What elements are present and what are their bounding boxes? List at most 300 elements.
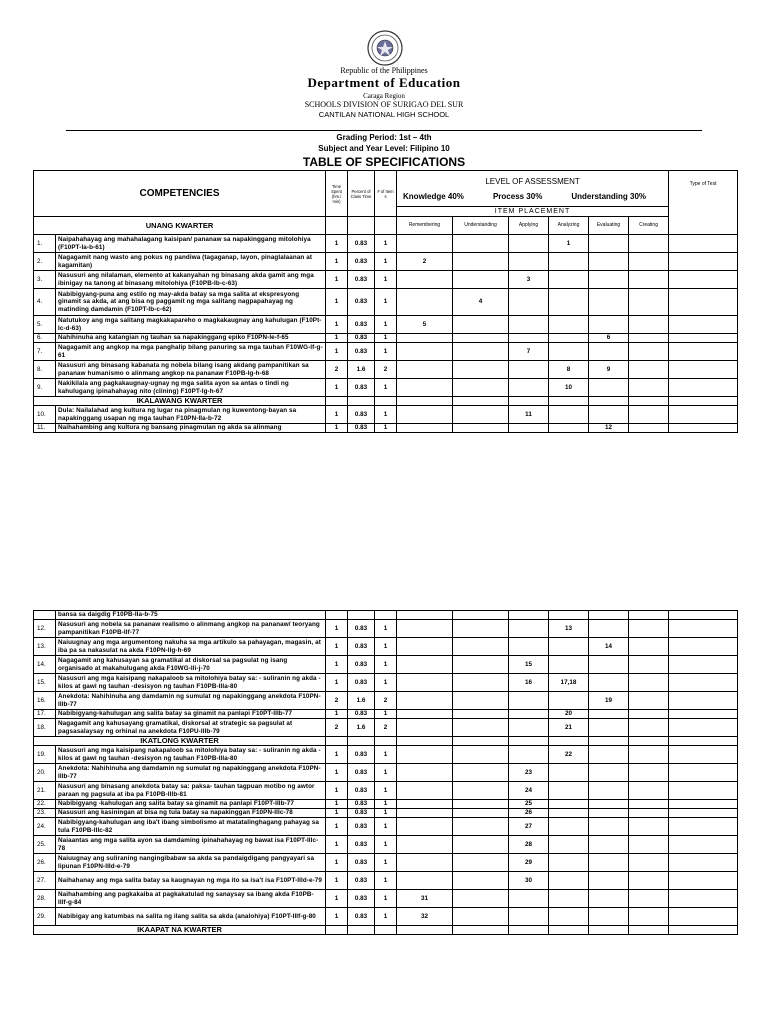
item-placement-understanding [453, 908, 509, 926]
time-spent: 2 [326, 719, 348, 737]
time-spent: 1 [326, 890, 348, 908]
competency-text: Nabibigay ang katumbas na salita ng ilang salita sa akda (analohiya) F10PT-IIIf-g-80 [56, 908, 326, 926]
item-placement-applying: 11 [509, 406, 549, 424]
percent-class-time: 0.83 [348, 235, 375, 253]
time-spent: 1 [326, 782, 348, 800]
item-count: 1 [375, 836, 397, 854]
section-unang-kwarter: UNANG KWARTER [34, 217, 326, 235]
item-placement-analyzing [549, 764, 589, 782]
type-of-test-cell [669, 620, 738, 638]
percent-class-time: 1.6 [348, 361, 375, 379]
competency-text: Nabibigyang-kahulugan ang iba't ibang simbolismo at matatalinghagang pahayag sa tula F10PB-IIIc-82 [56, 818, 326, 836]
item-placement-understanding [453, 764, 509, 782]
percent-class-time: 0.83 [348, 764, 375, 782]
item-placement-analyzing [549, 271, 589, 289]
competency-text: Nakikilala ang pagkakaugnay-ugnay ng mga salita ayon sa antas o tindi ng kahulugang ipinahahayag nito (clining) F10PT-Ig-h-67 [56, 379, 326, 397]
row-number: 20. [34, 764, 56, 782]
row-number: 9. [34, 379, 56, 397]
competency-row [34, 611, 738, 620]
competency-row [34, 424, 738, 433]
item-placement-understanding [453, 638, 509, 656]
item-placement-applying [509, 361, 549, 379]
item-placement-analyzing: 10 [549, 379, 589, 397]
competency-row [34, 782, 738, 800]
row-number: 10. [34, 406, 56, 424]
item-placement-evaluating [589, 746, 629, 764]
department-name: Department of Education [307, 75, 461, 90]
row-number: 11. [34, 424, 56, 433]
item-count: 1 [375, 638, 397, 656]
competency-row [34, 809, 738, 818]
row-number: 14. [34, 656, 56, 674]
competency-row [34, 361, 738, 379]
item-placement-creating [629, 782, 669, 800]
item-placement-analyzing: 13 [549, 620, 589, 638]
item-count: 1 [375, 854, 397, 872]
item-placement-evaluating [589, 620, 629, 638]
level-remembering: Remembering [397, 217, 453, 235]
level-analyzing: Analyzing [549, 217, 589, 235]
item-placement-understanding [453, 719, 509, 737]
percent-time-header: Percent of Class Time [348, 171, 375, 217]
section-row [34, 926, 738, 935]
item-placement-analyzing [549, 836, 589, 854]
item-placement-applying: 3 [509, 271, 549, 289]
item-placement-applying: 30 [509, 872, 549, 890]
item-count: 1 [375, 343, 397, 361]
row-number: 28. [34, 890, 56, 908]
competency-text: Nasusuri ang mga kaisipang nakapaloob sa mitolohiya batay sa: - suliranin ng akda - kilos at gawi ng tauhan -desisyon ng tauhan F10PB-IIIa-80 [56, 674, 326, 692]
time-spent: 1 [326, 638, 348, 656]
percent-class-time: 0.83 [348, 800, 375, 809]
knowledge-weight: Knowledge 40% [403, 192, 464, 201]
percent-class-time: 0.83 [348, 890, 375, 908]
item-placement-applying: 29 [509, 854, 549, 872]
item-placement-understanding [453, 379, 509, 397]
item-placement-creating [629, 746, 669, 764]
section-row [34, 737, 738, 746]
time-spent: 1 [326, 424, 348, 433]
item-placement-understanding [453, 235, 509, 253]
type-of-test-cell [669, 809, 738, 818]
time-spent: 1 [326, 620, 348, 638]
competency-row [34, 674, 738, 692]
item-placement-evaluating [589, 343, 629, 361]
percent-class-time: 0.83 [348, 746, 375, 764]
level-evaluating: Evaluating [589, 217, 629, 235]
item-placement-applying: 27 [509, 818, 549, 836]
item-placement-analyzing: 8 [549, 361, 589, 379]
item-count: 1 [375, 908, 397, 926]
competency-row [34, 656, 738, 674]
competency-text: Naihahanay ang mga salita batay sa kaugnayan ng mga ito sa isa't isa F10PT-IIId-e-79 [56, 872, 326, 890]
item-placement-creating [629, 406, 669, 424]
item-placement-remembering [397, 611, 453, 620]
item-count: 1 [375, 809, 397, 818]
level-creating: Creating [629, 217, 669, 235]
type-of-test-cell [669, 379, 738, 397]
section-label: IKATLONG KWARTER [34, 737, 326, 746]
competency-text: Nahihinuha ang katangian ng tauhan sa napakinggang epiko F10PN-Ie-f-65 [56, 334, 326, 343]
item-placement-understanding [453, 710, 509, 719]
item-placement-evaluating [589, 800, 629, 809]
type-of-test-cell [669, 638, 738, 656]
row-number: 22. [34, 800, 56, 809]
item-placement-analyzing [549, 343, 589, 361]
percent-class-time: 0.83 [348, 620, 375, 638]
item-count-header: # of Item s [375, 171, 397, 217]
item-placement-creating [629, 674, 669, 692]
time-spent: 1 [326, 253, 348, 271]
item-placement-analyzing [549, 854, 589, 872]
time-spent: 1 [326, 710, 348, 719]
item-placement-remembering [397, 800, 453, 809]
item-placement-applying [509, 424, 549, 433]
item-placement-applying [509, 289, 549, 316]
row-number: 3. [34, 271, 56, 289]
percent-class-time [348, 611, 375, 620]
item-placement-analyzing: 17,18 [549, 674, 589, 692]
percent-class-time: 0.83 [348, 872, 375, 890]
item-placement-applying [509, 710, 549, 719]
row-number: 12. [34, 620, 56, 638]
competency-text: Naipahahayag ang mahahalagang kaisipan/ pananaw sa napakinggang mitolohiya (F10PT-Ia-b-61) [56, 235, 326, 253]
item-placement-creating [629, 343, 669, 361]
percent-class-time: 0.83 [348, 334, 375, 343]
item-placement-evaluating [589, 854, 629, 872]
deped-seal-icon [367, 30, 403, 66]
percent-class-time: 0.83 [348, 674, 375, 692]
time-spent: 1 [326, 334, 348, 343]
item-placement-analyzing [549, 316, 589, 334]
item-placement-creating [629, 836, 669, 854]
item-placement-applying [509, 379, 549, 397]
competency-row [34, 836, 738, 854]
item-placement-remembering [397, 343, 453, 361]
school-name: CANTILAN NATIONAL HIGH SCHOOL [318, 110, 450, 119]
item-count: 1 [375, 782, 397, 800]
item-placement-analyzing: 20 [549, 710, 589, 719]
level-understanding: Understanding [453, 217, 509, 235]
item-count: 1 [375, 406, 397, 424]
item-placement-analyzing [549, 872, 589, 890]
item-placement-creating [629, 334, 669, 343]
percent-class-time: 0.83 [348, 638, 375, 656]
item-placement-creating [629, 890, 669, 908]
time-spent: 1 [326, 316, 348, 334]
type-of-test-cell [669, 424, 738, 433]
competency-row [34, 746, 738, 764]
competency-text: Nagagamit ang kahusayan sa gramatikal at diskorsal sa pagsulat ng isang organisado at makahulugang akda F10WG-IIi-j-70 [56, 656, 326, 674]
competencies-header: COMPETENCIES [34, 171, 326, 217]
percent-class-time: 0.83 [348, 316, 375, 334]
item-placement-analyzing [549, 809, 589, 818]
item-placement-evaluating [589, 674, 629, 692]
competency-row [34, 854, 738, 872]
type-of-test-cell [669, 361, 738, 379]
item-placement-remembering [397, 782, 453, 800]
item-placement-remembering [397, 836, 453, 854]
type-of-test-cell [669, 800, 738, 809]
competency-row [34, 289, 738, 316]
item-placement-remembering [397, 361, 453, 379]
item-placement-understanding [453, 800, 509, 809]
item-placement-creating [629, 424, 669, 433]
type-of-test-cell [669, 782, 738, 800]
item-placement-creating [629, 809, 669, 818]
item-placement-remembering [397, 809, 453, 818]
percent-class-time: 0.83 [348, 379, 375, 397]
item-placement-creating [629, 271, 669, 289]
item-placement-creating [629, 818, 669, 836]
item-count: 1 [375, 235, 397, 253]
item-count: 1 [375, 424, 397, 433]
item-placement-evaluating: 12 [589, 424, 629, 433]
item-placement-creating [629, 620, 669, 638]
row-number: 15. [34, 674, 56, 692]
item-placement-remembering: 31 [397, 890, 453, 908]
item-placement-understanding: 4 [453, 289, 509, 316]
item-placement-analyzing: 21 [549, 719, 589, 737]
competency-row [34, 890, 738, 908]
type-of-test-cell [669, 764, 738, 782]
row-number: 19. [34, 746, 56, 764]
type-of-test-cell [669, 674, 738, 692]
percent-class-time: 0.83 [348, 908, 375, 926]
item-placement-creating [629, 316, 669, 334]
item-placement-analyzing [549, 890, 589, 908]
item-placement-remembering [397, 638, 453, 656]
type-of-test-cell [669, 818, 738, 836]
competency-row [34, 334, 738, 343]
item-placement-understanding [453, 818, 509, 836]
competency-row [34, 343, 738, 361]
row-number: 7. [34, 343, 56, 361]
item-placement-header: ITEM PLACEMENT [397, 207, 669, 217]
row-number: 8. [34, 361, 56, 379]
competency-row [34, 710, 738, 719]
time-spent: 1 [326, 271, 348, 289]
competency-row [34, 253, 738, 271]
item-placement-remembering [397, 620, 453, 638]
time-spent: 1 [326, 343, 348, 361]
competency-row [34, 692, 738, 710]
item-placement-understanding [453, 620, 509, 638]
item-placement-evaluating: 14 [589, 638, 629, 656]
item-placement-analyzing: 22 [549, 746, 589, 764]
item-count: 1 [375, 620, 397, 638]
item-placement-creating [629, 872, 669, 890]
level-of-assessment-header [397, 171, 669, 207]
percent-class-time: 0.83 [348, 271, 375, 289]
item-placement-creating [629, 719, 669, 737]
item-placement-remembering [397, 674, 453, 692]
item-placement-evaluating: 9 [589, 361, 629, 379]
item-placement-analyzing [549, 818, 589, 836]
row-number: 16. [34, 692, 56, 710]
item-placement-creating [629, 638, 669, 656]
time-spent: 1 [326, 872, 348, 890]
item-placement-evaluating [589, 836, 629, 854]
item-placement-remembering [397, 692, 453, 710]
type-of-test-cell [669, 890, 738, 908]
item-placement-creating [629, 710, 669, 719]
item-placement-applying [509, 638, 549, 656]
item-count: 1 [375, 746, 397, 764]
percent-class-time: 0.83 [348, 854, 375, 872]
item-count: 1 [375, 289, 397, 316]
item-placement-understanding [453, 854, 509, 872]
item-placement-understanding [453, 253, 509, 271]
item-placement-understanding [453, 406, 509, 424]
item-placement-understanding [453, 809, 509, 818]
item-placement-applying [509, 611, 549, 620]
competency-text: Naiuugnay ang suliraning nangingibabaw sa akda sa pandaigdigang pangyayari sa lipunan F10PN-IIId-e-79 [56, 854, 326, 872]
item-placement-analyzing [549, 692, 589, 710]
item-placement-understanding [453, 343, 509, 361]
item-count: 2 [375, 361, 397, 379]
row-number: 27. [34, 872, 56, 890]
competency-row [34, 235, 738, 253]
item-placement-understanding [453, 890, 509, 908]
time-spent: 2 [326, 692, 348, 710]
item-placement-evaluating [589, 253, 629, 271]
row-number: 6. [34, 334, 56, 343]
item-placement-evaluating [589, 908, 629, 926]
item-placement-evaluating [589, 710, 629, 719]
item-count: 1 [375, 334, 397, 343]
item-placement-remembering [397, 872, 453, 890]
percent-class-time: 0.83 [348, 406, 375, 424]
item-placement-evaluating [589, 764, 629, 782]
page-title: TABLE OF SPECIFICATIONS [302, 155, 466, 169]
region-line: Caraga Region [363, 92, 405, 100]
item-placement-applying: 25 [509, 800, 549, 809]
item-placement-remembering [397, 818, 453, 836]
item-count: 1 [375, 890, 397, 908]
item-placement-creating [629, 611, 669, 620]
type-of-test-cell [669, 908, 738, 926]
row-number: 26. [34, 854, 56, 872]
row-number: 13. [34, 638, 56, 656]
type-of-test-header: Type of Test [669, 171, 738, 235]
time-spent [326, 611, 348, 620]
competency-text: Nasusuri ang mga kaisipang nakapaloob sa mitolohiya batay sa: - suliranin ng akda - kilos at gawi ng tauhan -desisyon ng tauhan F10PB-IIIa-80 [56, 746, 326, 764]
percent-class-time: 0.83 [348, 343, 375, 361]
type-of-test-cell [669, 854, 738, 872]
competency-text: Nagagamit ang angkop na mga panghalip bilang panuring sa mga tauhan F10WG-If-g-61 [56, 343, 326, 361]
item-placement-evaluating [589, 235, 629, 253]
item-placement-evaluating [589, 719, 629, 737]
page-two [0, 600, 768, 1024]
time-spent: 1 [326, 656, 348, 674]
specifications-table [33, 170, 738, 433]
item-count: 2 [375, 719, 397, 737]
item-placement-remembering [397, 719, 453, 737]
time-spent-header: Time Spent (hrs./ min) [326, 171, 348, 217]
competency-row [34, 316, 738, 334]
item-placement-evaluating [589, 872, 629, 890]
time-spent: 1 [326, 746, 348, 764]
item-placement-remembering [397, 746, 453, 764]
competency-row [34, 379, 738, 397]
time-spent: 1 [326, 818, 348, 836]
item-count: 1 [375, 764, 397, 782]
row-number: 21. [34, 782, 56, 800]
competency-row [34, 800, 738, 809]
item-placement-analyzing [549, 638, 589, 656]
item-placement-analyzing [549, 334, 589, 343]
item-placement-evaluating [589, 818, 629, 836]
time-spent: 1 [326, 854, 348, 872]
item-placement-evaluating [589, 289, 629, 316]
row-number: 17. [34, 710, 56, 719]
percent-class-time: 0.83 [348, 289, 375, 316]
competency-row [34, 271, 738, 289]
item-placement-remembering: 2 [397, 253, 453, 271]
competency-text: Nagagamit nang wasto ang pokus ng pandiwa (tagaganap, layon, pinaglalaanan at kagamitan) [56, 253, 326, 271]
specifications-table-continued [33, 610, 738, 935]
time-spent: 1 [326, 674, 348, 692]
item-placement-applying: 24 [509, 782, 549, 800]
item-placement-applying [509, 890, 549, 908]
understanding-weight: Understanding 30% [571, 192, 647, 201]
item-placement-understanding [453, 692, 509, 710]
competency-text: Anekdota: Nahihinuha ang damdamin ng sumulat ng napakinggang anekdota F10PN-IIIb-77 [56, 764, 326, 782]
type-of-test-cell [669, 316, 738, 334]
section-label: IKAAPAT NA KWARTER [34, 926, 326, 935]
item-placement-applying: 26 [509, 809, 549, 818]
row-number: 5. [34, 316, 56, 334]
time-spent: 1 [326, 800, 348, 809]
item-count: 1 [375, 710, 397, 719]
item-placement-remembering [397, 656, 453, 674]
item-placement-applying: 28 [509, 836, 549, 854]
type-of-test-cell [669, 289, 738, 316]
item-placement-remembering [397, 854, 453, 872]
percent-class-time: 0.83 [348, 809, 375, 818]
item-count: 1 [375, 271, 397, 289]
item-placement-applying: 16 [509, 674, 549, 692]
item-placement-applying [509, 235, 549, 253]
item-placement-remembering [397, 235, 453, 253]
row-number: 4. [34, 289, 56, 316]
item-placement-evaluating [589, 611, 629, 620]
item-count: 1 [375, 800, 397, 809]
competency-text: Dula: Nailalahad ang kultura ng lugar na pinagmulan ng kuwentong-bayan sa napakinggang usapan ng mga tauhan F10PN-IIa-b-72 [56, 406, 326, 424]
competency-text: Naiuugnay ang mga argumentong nakuha sa mga artikulo sa pahayagan, magasin, at iba pa sa nakasulat na akda F10PN-IIg-h-69 [56, 638, 326, 656]
subject-line: Subject and Year Level: Filipino 10 [318, 144, 450, 153]
division-line: SCHOOLS DIVISION OF SURIGAO DEL SUR [304, 100, 464, 109]
competency-row [34, 638, 738, 656]
type-of-test-cell [669, 271, 738, 289]
item-placement-creating [629, 379, 669, 397]
type-of-test-cell [669, 611, 738, 620]
item-count: 1 [375, 379, 397, 397]
item-placement-applying [509, 620, 549, 638]
percent-class-time: 0.83 [348, 782, 375, 800]
item-placement-analyzing [549, 800, 589, 809]
item-placement-creating [629, 656, 669, 674]
competency-text: Naihahambing ang kultura ng bansang pinagmulan ng akda sa alinmang [56, 424, 326, 433]
competency-text: Nasusuri ang binasang kabanata ng nobela bilang isang akdang pampanitikan sa pananaw humanismo o alinmang angkop na pananaw F10PB-Ig-h-68 [56, 361, 326, 379]
item-placement-applying [509, 908, 549, 926]
competency-text: Nabibigyang -kahulugan ang salita batay sa ginamit na panlapi F10PT-IIIb-77 [56, 800, 326, 809]
item-placement-creating [629, 361, 669, 379]
row-number [34, 611, 56, 620]
competency-row [34, 764, 738, 782]
type-of-test-cell [669, 235, 738, 253]
